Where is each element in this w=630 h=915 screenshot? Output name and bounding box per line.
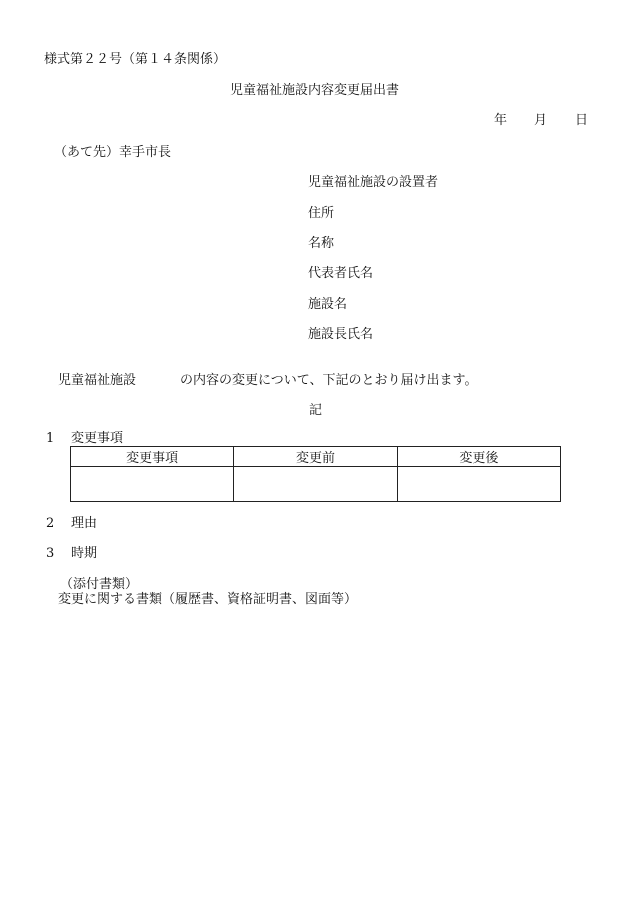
table-cell-before[interactable] bbox=[234, 467, 397, 502]
representative-name-label: 代表者氏名 bbox=[308, 266, 374, 281]
addressee: （あて先）幸手市長 bbox=[54, 145, 172, 160]
table-header-before: 変更前 bbox=[234, 447, 397, 467]
table-cell-item[interactable] bbox=[71, 467, 234, 502]
document-title: 児童福祉施設内容変更届出書 bbox=[230, 83, 400, 98]
statement-suffix: の内容の変更について、下記のとおり届け出ます。 bbox=[180, 373, 478, 388]
date-day-label: 日 bbox=[575, 113, 589, 128]
section-3-number: 3 bbox=[46, 546, 55, 561]
applicant-heading: 児童福祉施設の設置者 bbox=[308, 175, 439, 190]
facility-name-label: 施設名 bbox=[308, 297, 348, 312]
attachments-heading: （添付書類） bbox=[60, 577, 139, 592]
table-row bbox=[71, 467, 561, 502]
section-2-number: 2 bbox=[46, 516, 55, 531]
date-year-label: 年 bbox=[494, 113, 508, 128]
date-month-label: 月 bbox=[534, 113, 548, 128]
section-2-label: 理由 bbox=[71, 516, 98, 531]
applicant-name-label: 名称 bbox=[308, 236, 335, 251]
attachments-text: 変更に関する書類（履歴書、資格証明書、図面等） bbox=[58, 592, 358, 607]
changes-table bbox=[70, 446, 561, 502]
form-number: 様式第２２号（第１４条関係） bbox=[44, 52, 227, 67]
table-header-row bbox=[71, 447, 561, 467]
applicant-address-label: 住所 bbox=[308, 206, 335, 221]
table-cell-after[interactable] bbox=[397, 467, 560, 502]
statement-prefix: 児童福祉施設 bbox=[58, 373, 137, 388]
section-3-label: 時期 bbox=[71, 546, 98, 561]
section-1-number: 1 bbox=[46, 431, 55, 446]
ki-heading: 記 bbox=[309, 403, 323, 418]
table-header-after: 変更後 bbox=[397, 447, 560, 467]
director-name-label: 施設長氏名 bbox=[308, 327, 374, 342]
table-header-item: 変更事項 bbox=[71, 447, 234, 467]
section-1-label: 変更事項 bbox=[71, 431, 124, 446]
